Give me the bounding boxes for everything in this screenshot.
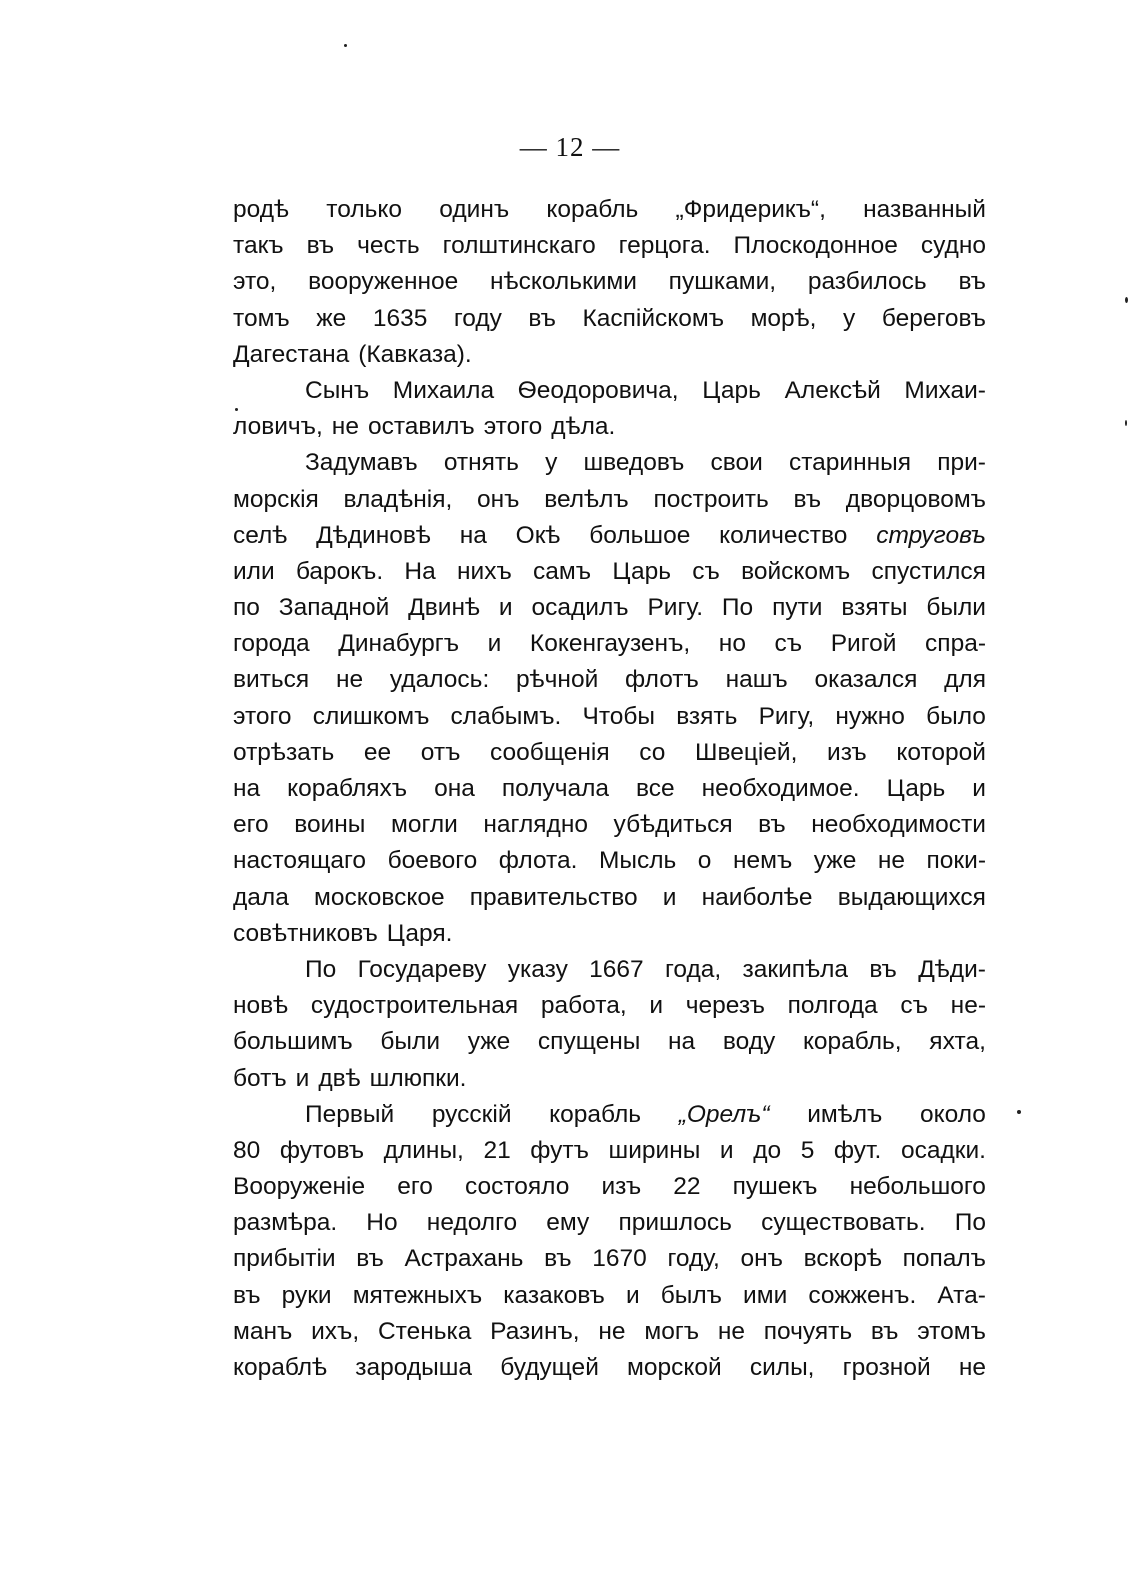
word: ее [363,738,392,766]
text-line [233,482,986,518]
word: „Фридерикъ“, [675,196,826,223]
word: 5 [800,1136,815,1164]
scan-speck [235,408,238,411]
word: Каспійскомъ [582,304,725,332]
word: былъ [660,1281,722,1309]
word: въ [306,232,335,260]
text-line [233,1314,986,1350]
word: не [717,1317,745,1345]
word: Кокенгаузенъ, [529,630,691,658]
text-line [233,1133,986,1169]
word: береговъ [881,304,986,332]
word: Ригой [830,630,897,658]
word: и [649,992,664,1020]
word: построить [653,485,769,513]
word: двѣ [318,1064,361,1092]
word: дала [233,883,289,911]
word: Царь [702,376,761,404]
word: могли [390,811,458,839]
word: барокъ. [295,557,384,585]
word: такъ [233,232,284,260]
word: флота. [498,847,578,875]
word: Задумавъ [305,449,418,477]
word: силы, [749,1354,815,1381]
text-line [233,807,986,843]
word: въ [793,485,822,513]
word: количество [719,521,848,549]
word: не [877,847,905,875]
word: которой [896,738,986,766]
word: вооруженное [308,268,459,296]
word: онъ [740,1245,783,1273]
word: Алексѣй [784,376,881,404]
text-line [233,518,986,554]
word: казаковъ [503,1281,605,1309]
text-line [233,337,986,373]
word: 1667 [589,955,644,983]
scan-speck [1125,297,1128,303]
word: осадки. [900,1136,986,1164]
word: отнять [443,449,519,477]
word: морскія [233,485,319,513]
word: пушекъ [732,1173,818,1201]
word: владѣнія, [343,485,453,513]
word: московское [314,883,445,911]
word: слишкомъ [312,702,430,730]
word: о [697,847,712,875]
word: рѣчной [516,666,599,694]
word: манъ [233,1317,293,1345]
word: со [639,738,666,766]
scan-speck [1125,420,1127,426]
word: это, [233,268,277,296]
word: будущей [500,1354,599,1381]
word: корабляхъ [287,775,408,802]
text-line [233,554,986,590]
word: Царь [612,557,672,585]
word: корабль [549,1100,642,1128]
word: и [719,1136,734,1164]
text-line [233,771,986,807]
word: не [335,666,364,694]
word: Чтобы [582,702,656,730]
word: Но [366,1209,398,1237]
word: прибытіи [233,1245,336,1273]
word: родѣ [233,196,290,223]
word: на [668,1028,696,1056]
word: совѣтниковъ [233,919,378,947]
word: нихъ [456,557,512,585]
word: ему [546,1209,590,1237]
italic-word: „Орелъ“ [678,1100,770,1128]
word: небольшого [849,1173,986,1201]
text-line [233,1278,986,1314]
word: футовъ [279,1136,365,1164]
word: дѣла. [551,413,616,441]
word: спущены [537,1028,641,1056]
word: работа, [540,992,627,1020]
text-line [233,301,986,337]
word: 80 [233,1136,261,1164]
word: выдающихся [837,883,986,911]
word: его [233,811,269,839]
word: и [625,1281,640,1309]
word: наиболѣе [701,883,813,911]
word: взяты [841,594,908,622]
word: селѣ [233,521,288,549]
word: Астрахань [404,1245,524,1273]
word: не [598,1317,626,1345]
word: оказался [814,666,918,694]
text-line [233,1024,986,1060]
word: и [498,594,513,622]
word: уже [467,1028,511,1056]
word: въ [528,304,556,332]
word: самъ [533,557,592,585]
word: все [636,775,675,802]
word: Стенька [377,1317,472,1345]
word: закипѣла [742,955,849,983]
word: По [954,1209,986,1237]
word: 21 [483,1136,511,1164]
word: виться [233,666,310,694]
word: удалось: [389,666,490,694]
word: были [926,594,986,622]
word: до [753,1136,782,1164]
word: Ѳеодоровича, [517,376,679,404]
word: указу [507,955,568,983]
word: нѣсколькими [490,268,637,296]
word: этомъ [917,1317,986,1345]
text-line [233,843,986,879]
text-line [233,264,986,300]
word: судостроительная [310,992,519,1020]
word: войскомъ [741,557,851,585]
word: (Кавказа). [358,340,472,368]
word: не [958,1354,986,1381]
word: почуять [763,1317,853,1345]
text-line [233,445,986,481]
word: имѣлъ [807,1100,883,1128]
word: ими [743,1281,788,1309]
word: свои [710,449,763,477]
word: Царя. [386,919,453,947]
word: боевого [387,847,478,875]
word: одинъ [439,196,510,223]
text-line [233,626,986,662]
word: честь [357,232,420,260]
word: поки- [926,847,986,875]
word: Дагестана [233,340,350,368]
word: названный [863,196,986,223]
text-line [233,1061,986,1097]
word: у [843,304,856,332]
word: города [233,630,310,658]
word: или [233,557,275,585]
word: Дѣди- [918,955,986,983]
word: новѣ [233,992,289,1020]
word: ширины [608,1136,701,1164]
word: этого [483,413,543,441]
word: корабль, [802,1028,902,1056]
text-line [233,409,986,445]
word: грозной [842,1354,931,1381]
word: взять [676,702,738,730]
word: существовать. [761,1209,926,1237]
word: разбилось [807,268,927,296]
word: нужно [835,702,905,730]
word: По [721,594,754,622]
word: зародыша [355,1354,473,1381]
italic-word: струговъ [876,521,986,549]
word: Двинѣ [408,594,480,622]
word: Государеву [357,955,487,983]
word: только [326,196,402,223]
word: состояло [464,1173,570,1201]
word: дворцовомъ [845,485,986,513]
word: шведовъ [583,449,685,477]
word: Окѣ [515,521,561,549]
word: были [380,1028,440,1056]
word: и [972,775,986,802]
word: попалъ [902,1245,986,1273]
word: флотъ [625,666,699,694]
scan-speck [344,44,347,47]
word: онъ [477,485,520,513]
word: Михаи- [904,376,986,404]
text-line [233,916,986,952]
word: правительство [469,883,638,911]
text-line [233,880,986,916]
word: старинныя [788,449,912,477]
word: Ригу, [758,702,815,730]
word: Вооруженіе [233,1173,366,1201]
word: 1635 [372,304,428,332]
word: съ [900,992,928,1020]
word: осадилъ [531,594,629,622]
word: года, [665,955,722,983]
word: сожженъ. [808,1281,917,1309]
word: полгода [787,992,878,1020]
word: но [718,630,746,658]
text-line [233,1169,986,1205]
word: спустился [871,557,986,585]
word: у [545,449,558,477]
text-line [233,1350,986,1386]
word: немъ [732,847,793,875]
word: По [305,955,337,983]
word: фут. [833,1136,882,1164]
word: корабль [546,196,639,223]
word: наглядно [483,811,588,839]
word: пушками, [668,268,777,296]
word: недолго [426,1209,518,1237]
text-line [233,1241,986,1277]
word: длины, [383,1136,464,1164]
word: Динабургъ [338,630,460,658]
word: съ [774,630,803,658]
scan-speck [1017,1110,1021,1114]
text-line [233,699,986,735]
word: футъ [530,1136,589,1164]
text-line [233,373,986,409]
word: 1670 [592,1245,647,1273]
word: Плоскодонное [733,232,898,260]
word: его [397,1173,433,1201]
word: 22 [673,1173,701,1201]
word: получала [501,775,610,802]
word: пути [772,594,823,622]
word: Западной [278,594,390,622]
text-line [233,192,986,228]
word: оставилъ [367,413,475,441]
word: яхта, [929,1028,986,1056]
word: кораблѣ [233,1354,328,1381]
word: съ [692,557,720,585]
text-line [233,590,986,626]
word: ловичъ, [233,413,323,441]
word: въ [233,1281,261,1309]
word: въ [870,1317,899,1345]
word: Первый [305,1100,395,1128]
word: руки [281,1281,332,1309]
word: сообщенія [490,738,610,766]
word: морѣ, [750,304,817,332]
word: году, [667,1245,720,1273]
word: нашъ [725,666,788,694]
word: черезъ [685,992,765,1020]
word: ихъ, [311,1317,360,1345]
word: въ [958,268,986,296]
word: Ата- [937,1281,986,1309]
word: размѣра. [233,1209,338,1237]
word: морской [627,1354,722,1381]
word: уже [813,847,857,875]
word: голштинскаго [442,232,596,260]
word: воду [722,1028,776,1056]
text-line [233,228,986,264]
word: на [459,521,487,549]
word: велѣлъ [544,485,629,513]
word: не [331,413,359,441]
word: по [233,594,260,622]
word: вскорѣ [803,1245,882,1273]
word: могъ [644,1317,700,1345]
word: спра- [925,630,986,658]
text-line [233,1205,986,1241]
word: Мысль [598,847,677,875]
text-line [233,1097,986,1133]
word: и [295,1064,310,1092]
word: слабымъ. [450,702,562,730]
word: изъ [827,738,867,766]
word: Швеціей, [695,738,798,766]
word: необходимое. [701,775,860,802]
word: и [662,883,677,911]
word: томъ [233,304,290,332]
word: воины [294,811,366,839]
word: отрѣзать [233,738,335,766]
text-line [233,988,986,1024]
word: Сынъ [305,376,370,404]
word: отъ [420,738,461,766]
word: въ [869,955,897,983]
word: Дѣдиновѣ [316,521,431,549]
text-line [233,952,986,988]
word: Разинъ, [490,1317,580,1345]
word: ботъ [233,1064,287,1092]
word: мятежныхъ [352,1281,483,1309]
word: же [316,304,347,332]
page-number: — 12 — [519,132,621,162]
word: Михаила [392,376,495,404]
word: на [233,775,261,802]
word: большое [589,521,691,549]
word: не- [950,992,986,1020]
word: большимъ [233,1028,353,1056]
word: необходимости [811,811,986,839]
word: судно [920,232,986,260]
word: изъ [601,1173,642,1201]
word: въ [544,1245,572,1273]
word: этого [233,702,292,730]
word: году [453,304,502,332]
word: пришлось [618,1209,732,1237]
word: Царь [886,775,946,802]
word: Ригу. [647,594,704,622]
word: шлюпки. [369,1064,467,1092]
word: убѣдиться [613,811,733,839]
word: На [404,557,436,585]
word: герцога. [618,232,711,260]
text-line [233,662,986,698]
text-body [233,192,986,1386]
word: около [920,1100,986,1128]
word: она [434,775,475,802]
word: при- [937,449,986,477]
word: въ [758,811,786,839]
word: и [487,630,502,658]
text-line [233,735,986,771]
word: русскій [431,1100,512,1128]
word: для [944,666,986,694]
word: настоящаго [233,847,367,875]
word: въ [356,1245,384,1273]
word: было [926,702,986,730]
